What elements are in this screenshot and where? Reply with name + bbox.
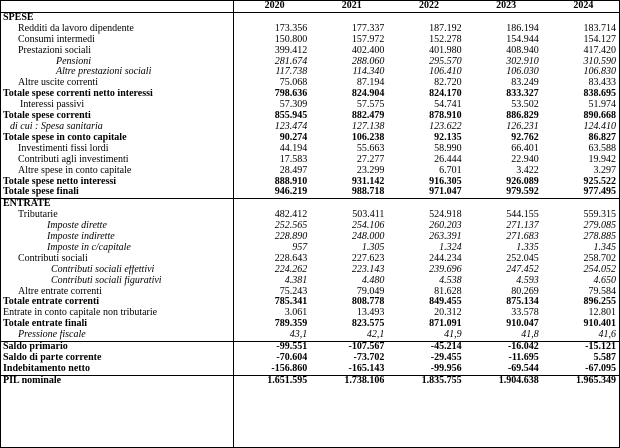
- value-cell: 278.885: [583, 232, 616, 243]
- value-cell: [387, 12, 464, 23]
- value-cell: 12.801: [588, 308, 616, 319]
- value-cell: 279.085: [583, 221, 616, 232]
- row-label: Totale entrate correnti: [3, 297, 100, 308]
- value-cell: 22.940: [511, 154, 539, 165]
- value-cell: 3.297: [593, 165, 616, 176]
- value-cell: 57.309: [279, 100, 308, 111]
- value-cell: 1.305: [361, 242, 385, 253]
- value-cell: 1.335: [516, 242, 539, 253]
- value-cell: 408.940: [506, 45, 539, 56]
- year-header: 2021: [310, 1, 387, 12]
- column-divider: [233, 1, 234, 447]
- value-cell: 401.980: [429, 45, 462, 56]
- value-cell: 878.910: [429, 111, 462, 122]
- value-cell: 302.910: [506, 56, 539, 67]
- value-cell: 1.345: [593, 242, 616, 253]
- value-cell: 399.412: [274, 45, 308, 56]
- row-label: Pressione fiscale: [18, 330, 86, 341]
- value-cell: 23.299: [356, 165, 385, 176]
- value-cell: 106.238: [351, 132, 385, 143]
- row-label: Imposte in c/capitale: [47, 242, 131, 253]
- value-cell: 252.565: [274, 221, 308, 232]
- entrate-row: [1, 297, 619, 308]
- value-cell: 126.231: [506, 121, 539, 132]
- entrate-row: [1, 221, 619, 232]
- value-cell: 5.587: [593, 353, 616, 363]
- spese-row: [1, 57, 619, 68]
- value-cell: -29.455: [430, 353, 462, 363]
- value-cell: 4.381: [284, 275, 308, 286]
- value-cell: -45.214: [387, 342, 464, 353]
- value-cell: 4.650: [593, 275, 616, 286]
- entrate-row: [1, 308, 619, 319]
- value-cell: 890.668: [583, 111, 616, 122]
- value-cell: 849.455: [429, 297, 462, 308]
- value-cell: 808.778: [351, 297, 385, 308]
- value-cell: -165.143: [348, 363, 385, 374]
- row-label: Totale spese netto interessi: [3, 176, 117, 187]
- value-cell: 57.575: [356, 100, 385, 111]
- value-cell: 227.623: [351, 253, 385, 264]
- value-cell: 875.134: [506, 297, 539, 308]
- spese-row: [1, 111, 619, 122]
- value-cell: 41,8: [521, 330, 539, 341]
- saldi-row: [1, 375, 619, 386]
- value-cell: 81.628: [434, 286, 462, 297]
- spese-row: [1, 166, 619, 177]
- value-cell: 252.045: [506, 253, 539, 264]
- fiscal-table: [1, 1, 619, 387]
- value-cell: 910.401: [583, 319, 616, 330]
- value-cell: 798.636: [274, 89, 308, 100]
- value-cell: 417.420: [583, 45, 616, 56]
- year-header: 2022: [387, 1, 464, 12]
- value-cell: 247.452: [506, 264, 539, 275]
- value-cell: -107.567: [310, 342, 387, 353]
- spese-row: [1, 46, 619, 57]
- value-cell: 186.194: [506, 23, 539, 34]
- value-cell: -99.956: [430, 363, 462, 374]
- spese-row: [1, 144, 619, 155]
- value-cell: 44.194: [279, 143, 308, 154]
- value-cell: 173.356: [274, 23, 308, 34]
- saldi-row: [1, 342, 619, 353]
- value-cell: -67.095: [585, 363, 616, 374]
- value-cell: 1.835.755: [387, 375, 464, 386]
- spese-row: [1, 100, 619, 111]
- spese-row: [1, 187, 619, 198]
- value-cell: 295.570: [429, 56, 462, 67]
- value-cell: 1.738.106: [310, 375, 387, 386]
- entrate-row: [1, 287, 619, 298]
- section-title-spese: [1, 12, 619, 23]
- row-label: Totale entrate finali: [3, 319, 88, 330]
- value-cell: 92.135: [434, 132, 462, 143]
- value-cell: 154.944: [506, 34, 539, 45]
- value-cell: 80.269: [511, 286, 539, 297]
- value-cell: 82.720: [434, 78, 462, 89]
- row-label: SPESE: [3, 12, 34, 23]
- value-cell: 833.327: [506, 89, 539, 100]
- value-cell: 544.155: [506, 210, 539, 221]
- value-cell: 271.137: [506, 221, 539, 232]
- value-cell: 223.143: [351, 264, 385, 275]
- value-cell: [465, 199, 542, 210]
- value-cell: 41,6: [598, 330, 616, 341]
- entrate-row: [1, 265, 619, 276]
- row-label: Saldo di parte corrente: [3, 353, 102, 363]
- row-label: Imposte dirette: [47, 221, 107, 232]
- value-cell: 33.578: [511, 308, 539, 319]
- year-header: 2023: [465, 1, 542, 12]
- value-cell: [233, 199, 310, 210]
- section-title-entrate: [1, 199, 619, 210]
- value-cell: 946.219: [274, 187, 308, 198]
- value-cell: 288.060: [351, 56, 385, 67]
- value-cell: 123.622: [429, 121, 462, 132]
- value-cell: 402.400: [351, 45, 385, 56]
- value-cell: 79.049: [356, 286, 385, 297]
- value-cell: 152.278: [429, 34, 462, 45]
- value-cell: 54.741: [434, 100, 462, 111]
- value-cell: 123.474: [274, 121, 308, 132]
- spese-row: [1, 78, 619, 89]
- spese-row: [1, 67, 619, 78]
- value-cell: 20.312: [434, 308, 462, 319]
- value-cell: 871.091: [429, 319, 462, 330]
- value-cell: 886.829: [506, 111, 539, 122]
- saldi-row: [1, 353, 619, 364]
- value-cell: 154.127: [583, 34, 616, 45]
- row-label: Altre entrate correnti: [18, 286, 102, 297]
- value-cell: 6.701: [439, 165, 462, 176]
- row-label: Tributarie: [18, 210, 58, 221]
- value-cell: 239.696: [429, 264, 462, 275]
- value-cell: 789.359: [274, 319, 308, 330]
- value-cell: 13.493: [356, 308, 385, 319]
- value-cell: 58.990: [434, 143, 462, 154]
- value-cell: 187.192: [429, 23, 462, 34]
- value-cell: 888.910: [274, 176, 308, 187]
- entrate-row: [1, 276, 619, 287]
- value-cell: -15.121: [542, 342, 619, 353]
- value-cell: 87.194: [356, 78, 385, 89]
- value-cell: 979.592: [506, 187, 539, 198]
- value-cell: 254.052: [583, 264, 616, 275]
- row-label: Contributi sociali effettivi: [51, 264, 155, 275]
- value-cell: 971.047: [429, 187, 462, 198]
- value-cell: 41,9: [444, 330, 462, 341]
- value-cell: 254.106: [351, 221, 385, 232]
- value-cell: [542, 12, 619, 23]
- row-label: PIL nominale: [1, 375, 233, 386]
- value-cell: 83.249: [511, 78, 539, 89]
- value-cell: 86.827: [588, 132, 616, 143]
- row-label: Contributi sociali figurativi: [51, 275, 162, 286]
- value-cell: [310, 199, 387, 210]
- value-cell: 977.495: [583, 187, 616, 198]
- value-cell: 27.277: [356, 154, 385, 165]
- value-cell: 824.170: [429, 89, 462, 100]
- value-cell: 263.391: [429, 232, 462, 243]
- value-cell: -99.551: [233, 342, 310, 353]
- row-label: Indebitamento netto: [3, 363, 90, 374]
- row-label: Totale spese in conto capitale: [3, 132, 127, 143]
- value-cell: 4.480: [361, 275, 385, 286]
- value-cell: 4.538: [439, 275, 462, 286]
- row-label: Prestazioni sociali: [18, 45, 92, 56]
- value-cell: -69.544: [507, 363, 539, 374]
- value-cell: 957: [292, 242, 308, 253]
- row-label: Saldo primario: [1, 342, 233, 353]
- value-cell: 66.401: [511, 143, 539, 154]
- value-cell: 882.479: [351, 111, 385, 122]
- row-label: Altre spese in conto capitale: [18, 165, 132, 176]
- value-cell: 823.575: [351, 319, 385, 330]
- value-cell: 916.305: [429, 176, 462, 187]
- year-header: 2020: [233, 1, 310, 12]
- row-label: Contributi agli investimenti: [18, 154, 129, 165]
- value-cell: 1.904.638: [465, 375, 542, 386]
- row-label: Investimenti fissi lordi: [18, 143, 109, 154]
- value-cell: 127.138: [351, 121, 385, 132]
- value-cell: [542, 199, 619, 210]
- value-cell: 63.588: [588, 143, 616, 154]
- value-cell: 925.522: [583, 176, 616, 187]
- row-label: Entrate in conto capitale non tributarie: [3, 308, 158, 319]
- value-cell: 838.695: [583, 89, 616, 100]
- value-cell: 90.274: [279, 132, 308, 143]
- year-header: 2024: [542, 1, 619, 12]
- entrate-row: [1, 232, 619, 243]
- value-cell: 124.410: [583, 121, 616, 132]
- header-row: [1, 1, 619, 12]
- value-cell: 106.030: [506, 67, 539, 78]
- value-cell: 75.068: [279, 78, 308, 89]
- value-cell: 3.422: [516, 165, 539, 176]
- value-cell: 1.324: [439, 242, 462, 253]
- value-cell: 4.593: [516, 275, 539, 286]
- value-cell: 524.918: [429, 210, 462, 221]
- value-cell: 559.315: [583, 210, 616, 221]
- row-label: Redditi da lavoro dipendente: [18, 23, 134, 34]
- value-cell: 157.972: [351, 34, 385, 45]
- value-cell: 248.000: [351, 232, 385, 243]
- spese-row: [1, 133, 619, 144]
- entrate-row: [1, 330, 619, 341]
- value-cell: 910.047: [506, 319, 539, 330]
- value-cell: 926.089: [506, 176, 539, 187]
- value-cell: 117.738: [275, 67, 308, 78]
- row-label: ENTRATE: [1, 199, 233, 210]
- value-cell: 1.651.595: [233, 375, 310, 386]
- value-cell: 51.974: [588, 100, 616, 111]
- value-cell: 28.497: [279, 165, 308, 176]
- row-label: Pensioni: [56, 56, 91, 67]
- value-cell: 224.262: [274, 264, 308, 275]
- value-cell: -11.695: [508, 353, 539, 363]
- row-label: Contributi sociali: [18, 253, 88, 264]
- value-cell: 55.663: [356, 143, 385, 154]
- value-cell: 43,1: [289, 330, 308, 341]
- entrate-row: [1, 243, 619, 254]
- value-cell: 785.341: [274, 297, 308, 308]
- spese-row: [1, 24, 619, 35]
- row-label: Altre uscite correnti: [18, 78, 98, 89]
- value-cell: [233, 12, 310, 23]
- entrate-row: [1, 319, 619, 330]
- row-label: di cui : Spesa sanitaria: [10, 121, 103, 132]
- value-cell: 281.674: [274, 56, 308, 67]
- value-cell: 114.340: [352, 67, 385, 78]
- header-label-cell: [1, 1, 233, 12]
- value-cell: 228.890: [274, 232, 308, 243]
- value-cell: 258.702: [583, 253, 616, 264]
- row-label: Totale spese correnti netto interessi: [3, 89, 153, 100]
- value-cell: 106.410: [429, 67, 462, 78]
- spese-row: [1, 35, 619, 46]
- value-cell: 3.061: [284, 308, 308, 319]
- value-cell: 53.502: [511, 100, 539, 111]
- value-cell: -70.604: [276, 353, 308, 363]
- value-cell: 988.718: [351, 187, 385, 198]
- value-cell: 177.337: [351, 23, 385, 34]
- value-cell: 931.142: [351, 176, 385, 187]
- entrate-row: [1, 210, 619, 221]
- value-cell: 482.412: [274, 210, 308, 221]
- row-label: Altre prestazioni sociali: [56, 67, 152, 78]
- value-cell: 260.203: [429, 221, 462, 232]
- value-cell: [387, 199, 464, 210]
- value-cell: 19.942: [588, 154, 616, 165]
- row-label: Interessi passivi: [20, 100, 85, 111]
- value-cell: 183.714: [583, 23, 616, 34]
- value-cell: -16.042: [465, 342, 542, 353]
- value-cell: 26.444: [434, 154, 462, 165]
- value-cell: 42,1: [366, 330, 385, 341]
- row-label: Totale spese finali: [3, 187, 79, 198]
- row-label: Totale spese correnti: [3, 111, 91, 122]
- value-cell: 855.945: [274, 111, 308, 122]
- value-cell: 896.255: [583, 297, 616, 308]
- value-cell: 79.584: [588, 286, 616, 297]
- value-cell: 92.762: [511, 132, 539, 143]
- spese-row: [1, 122, 619, 133]
- value-cell: 244.234: [429, 253, 462, 264]
- spese-row: [1, 177, 619, 188]
- value-cell: -156.860: [271, 363, 308, 374]
- value-cell: 310.590: [583, 56, 616, 67]
- value-cell: [465, 12, 542, 23]
- value-cell: 106.830: [583, 67, 616, 78]
- entrate-row: [1, 254, 619, 265]
- row-label: Consumi intermedi: [18, 34, 95, 45]
- value-cell: 75.243: [279, 286, 308, 297]
- value-cell: 83.433: [588, 78, 616, 89]
- value-cell: 271.683: [506, 232, 539, 243]
- saldi-row: [1, 364, 619, 375]
- spese-row: [1, 89, 619, 100]
- value-cell: 503.411: [352, 210, 385, 221]
- value-cell: [310, 12, 387, 23]
- value-cell: 17.583: [279, 154, 308, 165]
- value-cell: 824.904: [351, 89, 385, 100]
- row-label: Imposte indirette: [47, 232, 115, 243]
- spese-row: [1, 155, 619, 166]
- value-cell: 228.643: [274, 253, 308, 264]
- value-cell: 150.800: [274, 34, 308, 45]
- value-cell: -73.702: [353, 353, 385, 363]
- value-cell: 1.965.349: [542, 375, 619, 386]
